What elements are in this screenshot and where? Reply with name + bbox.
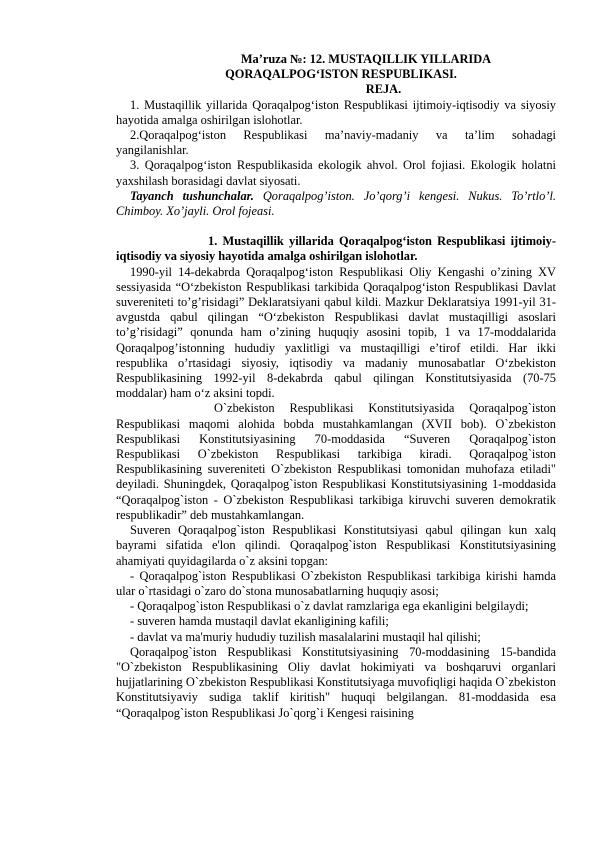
section-heading: 1. Mustaqillik yillarida Qoraqalpog‘iston Respublikasi ijtimoiy-iqtisodiy va siyosiy hayotida amalga oshirilgan islohotlar. <box>116 234 556 264</box>
keywords-paragraph <box>116 189 556 219</box>
list-item-3: - suveren hamda mustaqil davlat ekanligining kafili; <box>130 614 389 629</box>
list-item-4: - davlat va ma'muriy hududiy tuzilish masalalarini mustaqil hal qilishi; <box>130 629 481 644</box>
keywords-label: Tayanch tushunchalar. <box>130 188 254 203</box>
paragraph-1: 1990-yil 14-dekabrda Qoraqalpog‘iston Respublikasi Oliy Kengashi o’zining XV sessiyasida “O‘zbekiston Respublikasi tarkibida Qoraqalpog‘iston Respublikasi Davlat suvereniteti to’g’risidagi” Deklaratsiyani qabul kildi. Mazkur Deklaratsiya 1991-yil 31-avgustda qabul qilingan “O‘zbekiston Respublikasi davlat mustaqilligi asoslari to’g’risidagi” qonunda ham o’zining huquqiy asosini topib, 1 va 17-moddalarida Qoraqalpog’istonning hududiy yaxlitligi va mustaqilligi e’tirof etildi. Har ikki respublika o’rtasidagi siyosiy, iqtisodiy va madaniy munosabatlar O‘zbekiston Respublikasining 1992-yil 8-dekabrda qabul qilingan Konstitutsiyasida (70-75 moddalar) ham o‘z aksini topdi. <box>116 264 556 401</box>
paragraph-3: Suveren Qoraqalpog`iston Respublikasi Konstitutsiyasi qabul qilingan kun xalq bayrami sifatida e'lon qilindi. Qoraqalpog`iston Respublikasi Konstitutsiyasining ahamiyati quyidagilarda o`z aksini topgan: <box>116 523 556 568</box>
list-item-2: - Qoraqalpog`iston Respublikasi o`z davlat ramzlariga ega ekanligini belgilaydi; <box>130 599 529 614</box>
plan-item-3: 3. Qoraqalpog‘iston Respublikasida ekologik ahvol. Orol fojiasi. Ekologik holatni yaxshilash borasidagi davlat siyosati. <box>116 158 556 188</box>
lecture-title <box>116 52 556 82</box>
plan-item-1: 1. Mustaqillik yillarida Qoraqalpog‘iston Respublikasi ijtimoiy-iqtisodiy va siyosiy hayotida amalga oshirilgan islohotlar. <box>116 97 556 127</box>
list-item-1: - Qoraqalpog`iston Respublikasi O`zbekiston Respublikasi tarkibiga kirishi hamda ular o`rtasidagi o`zaro do`stona munosabatlarning huquqiy asosi; <box>116 568 556 598</box>
plan-heading: REJA. <box>365 82 402 97</box>
plan-item-2: 2.Qoraqalpog‘iston Respublikasi ma’naviy-madaniy va ta’lim sohadagi yangilanishlar. <box>116 128 556 158</box>
paragraph-2: O`zbekiston Respublikasi Konstitutsiyasida Qoraqalpog`iston Respublikasi maqomi alohida bobda mustahkamlangan (XVII bob). O`zbekiston Respublikasi Konstitutsiyasining 70-moddasida “Suveren Qoraqalpog`iston Respublikasi O`zbekiston Respublikasi tarkibiga kiradi. Qoraqalpog`iston Respublikasining suvereniteti O`zbekiston Respublikasi tomonidan muhofaza etiladi" deyiladi. Shuningdek, Qoraqalpog`iston Respublikasi Konstitutsiyasining 1-moddasida “Qoraqalpog`iston - O`zbekiston Respublikasi tarkibiga kiruvchi suveren demokratik respublikadir” deb mustahkamlangan. <box>116 401 556 522</box>
title-line-1: Ma’ruza №: 12. MUSTAQILLIK YILLARIDA <box>240 52 492 66</box>
document-page <box>116 52 556 721</box>
keywords-text: Qoraqalpog’iston. Jo’qorg’i kengesi. Nukus. To’rtlo’l. Chimboy. Xo’jayli. Orol fojeasi. <box>116 188 556 219</box>
title-line-2: QORAQALPOG‘ISTON RESPUBLIKASI. <box>225 67 457 82</box>
paragraph-4: Qoraqalpog`iston Respublikasi Konstitutsiyasining 70-moddasining 15-bandida "O`zbekiston Respublikasining Oliy davlat hokimiyati va boshqaruvi organlari hujjatlarining O`zbekiston Respublikasi Konstitutsiyaga muvofiqligi haqida O`zbekiston Konstitutsiyaviy sudiga taklif kiritish" huquqi belgilangan. 81-moddasida esa “Qoraqalpog`iston Respublikasi Jo`qorg`i Kengesi raisining <box>116 644 556 720</box>
